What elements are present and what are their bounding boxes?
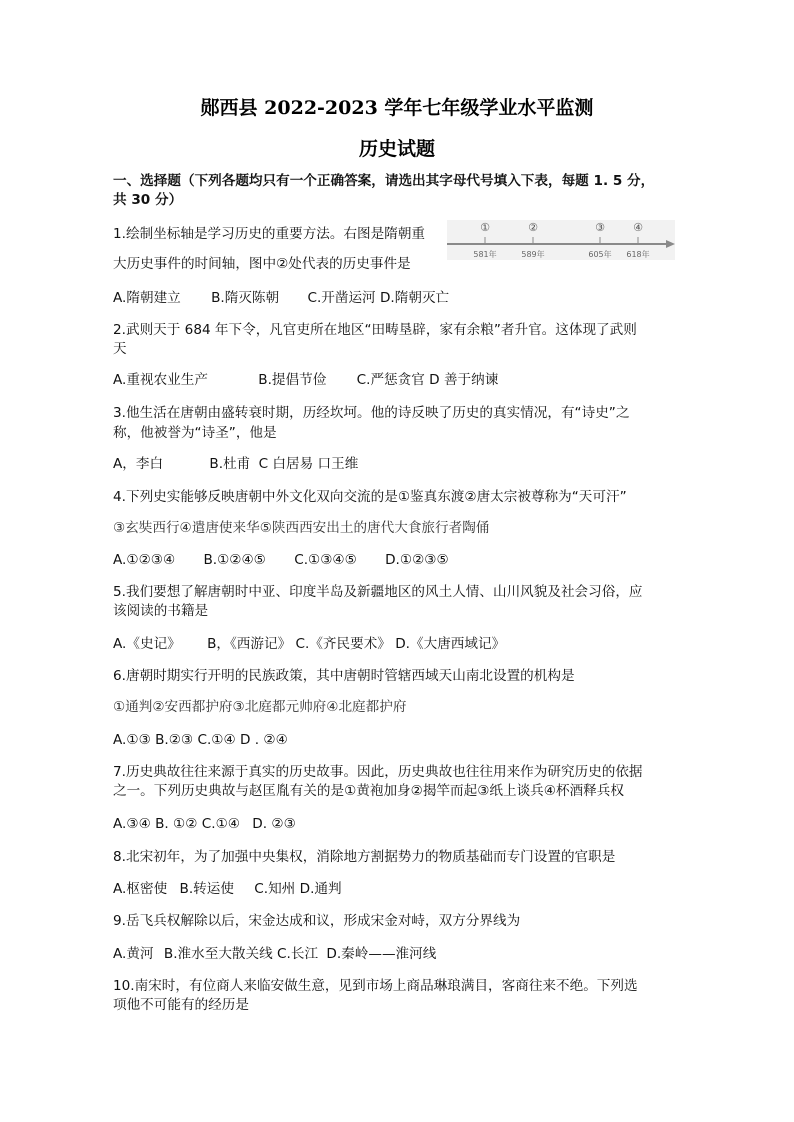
q6-option-b: B.②③: [155, 732, 194, 748]
q9-stem-line1: 9.岳飞兵权解除以后，宋金达成和议，形成宋金对峙，双方分界线为: [113, 913, 521, 929]
q5-option-a: A.《史记》: [113, 636, 181, 652]
exam-title: 郧西县 2022-2023 学年七年级学业水平监测: [200, 97, 594, 119]
q7-option-b: B. ①②: [155, 816, 198, 832]
q1-options: [113, 289, 449, 308]
q7-options: [113, 815, 296, 834]
q2-option-a: A.重视农业生产: [113, 372, 208, 388]
section-instruction-line1: 一、选择题（下列各题均只有一个正确答案，请选出其字母代号填入下表，每题 1. 5 分，: [113, 173, 655, 189]
q8-option-a: A.枢密使: [113, 881, 168, 897]
q7-stem-line1: 7.历史典故往往来源于真实的历史故事。因此，历史典故也往往用来作为研究历史的依据: [113, 764, 643, 780]
q2-option-b: B.提倡节俭: [258, 372, 327, 388]
q1-stem-line1: 1.绘制坐标轴是学习历史的重要方法。右图是隋朝重: [113, 226, 426, 242]
q4-option-d: D.①②③⑤: [385, 552, 449, 568]
q4-stem-line2: ③玄奘西行④遣唐使来华⑤陕西西安出土的唐代大食旅行者陶俑: [113, 520, 490, 536]
q6-option-c: C.①④: [197, 732, 236, 748]
timeline-year-2: 589年: [521, 250, 545, 259]
q4-option-a: A.①②③④: [113, 552, 176, 568]
q2-stem-line1: 2.武则天于 684 年下令，凡官吏所在地区“田畴垦辟，家有余粮”者升官。这体现了武则: [113, 322, 637, 338]
q7-option-d: D. ②③: [252, 816, 296, 832]
q9-option-c: C.长江: [277, 946, 319, 962]
q8-option-b: B.转运使: [179, 881, 234, 897]
q9-option-d: D.秦岭——淮河线: [326, 946, 437, 962]
timeline-svg: [447, 220, 675, 260]
q1-stem-line2: 大历史事件的时间轴，图中②处代表的历史事件是: [113, 256, 411, 272]
q9-option-b: B.淮水至大散关线: [163, 946, 273, 962]
timeline-year-4: 618年: [626, 250, 650, 259]
q7-stem-line2: 之一。下列历史典故与赵匡胤有关的是①黄袍加身②揭竿而起③纸上谈兵④杯酒释兵权: [113, 783, 624, 799]
q6-option-a: A.①③: [113, 732, 151, 748]
q5-options: [113, 635, 505, 654]
q9-option-a: A.黄河: [113, 946, 154, 962]
q1-option-a: A.隋朝建立: [113, 290, 181, 306]
q8-option-d: D.通判: [299, 881, 342, 897]
timeline-year-1: 581年: [473, 250, 497, 259]
q8-option-c: C.知州: [254, 881, 296, 897]
q3-option-d: 口王维: [317, 456, 359, 472]
q3-option-c: C 白居易: [258, 456, 314, 472]
q5-option-b: B，《西游记》: [207, 636, 292, 652]
q8-options: [113, 880, 342, 899]
timeline-marker-3: ③: [595, 221, 605, 234]
q2-options: [113, 371, 498, 390]
timeline-arrow: [666, 240, 675, 248]
q6-stem-line2: ①通判②安西都护府③北庭都元帅府④北庭都护府: [113, 699, 407, 715]
q5-stem-line1: 5.我们要想了解唐朝时中亚、印度半岛及新疆地区的风土人情、山川风貌及社会习俗，应: [113, 584, 643, 600]
q4-option-c: C.①③④⑤: [294, 552, 357, 568]
q5-option-d: D.《大唐西域记》: [395, 636, 506, 652]
timeline-year-3: 605年: [588, 250, 612, 259]
timeline-marker-2: ②: [528, 221, 538, 234]
q6-stem-line1: 6.唐朝时期实行开明的民族政策，其中唐朝时管辖西域天山南北设置的机构是: [113, 668, 575, 684]
q7-option-a: A.③④: [113, 816, 151, 832]
q3-stem-line2: 称，他被誉为“诗圣”，他是: [113, 425, 277, 441]
q8-stem-line1: 8.北宋初年，为了加强中央集权，消除地方割据势力的物质基础而专门设置的官职是: [113, 849, 616, 865]
q3-stem-line1: 3.他生活在唐朝由盛转衰时期，历经坎坷。他的诗反映了历史的真实情况，有“诗史”之: [113, 405, 630, 421]
timeline-marker-1: ①: [480, 221, 490, 234]
q1-option-d: D.隋朝灭亡: [379, 290, 450, 306]
q4-option-b: B.①②④⑤: [203, 552, 266, 568]
q10-stem-line2: 项他不可能有的经历是: [113, 997, 249, 1013]
q6-options: [113, 731, 288, 750]
q1-option-b: B.隋灭陈朝: [211, 290, 280, 306]
q4-stem-line1: 4.下列史实能够反映唐朝中外文化双向交流的是①鉴真东渡②唐太宗被尊称为“天可汗”: [113, 489, 627, 505]
q3-options: [113, 455, 358, 474]
q7-option-c: C.①④: [201, 816, 240, 832]
q1-option-c: C.开凿运河: [307, 290, 376, 306]
q5-option-c: C.《齐民要术》: [295, 636, 391, 652]
q4-options: [113, 551, 449, 570]
q2-stem-line2: 天: [113, 341, 127, 357]
q6-option-d: D . ②④: [239, 732, 288, 748]
exam-subtitle: 历史试题: [358, 138, 435, 160]
timeline-marker-4: ④: [633, 221, 643, 234]
section-instruction-line2: 共 30 分）: [113, 192, 183, 208]
timeline-figure: [447, 220, 675, 260]
q2-option-d: D 善于纳谏: [429, 372, 499, 388]
q10-stem-line1: 10.南宋时，有位商人来临安做生意，见到市场上商品琳琅满目，客商往来不绝。下列选: [113, 978, 638, 994]
q9-options: [113, 945, 436, 964]
q2-option-c: C.严惩贪官: [356, 372, 425, 388]
q3-option-b: B.杜甫: [209, 456, 251, 472]
q3-option-a: A，李白: [113, 456, 164, 472]
q5-stem-line2: 该阅读的书籍是: [113, 603, 209, 619]
